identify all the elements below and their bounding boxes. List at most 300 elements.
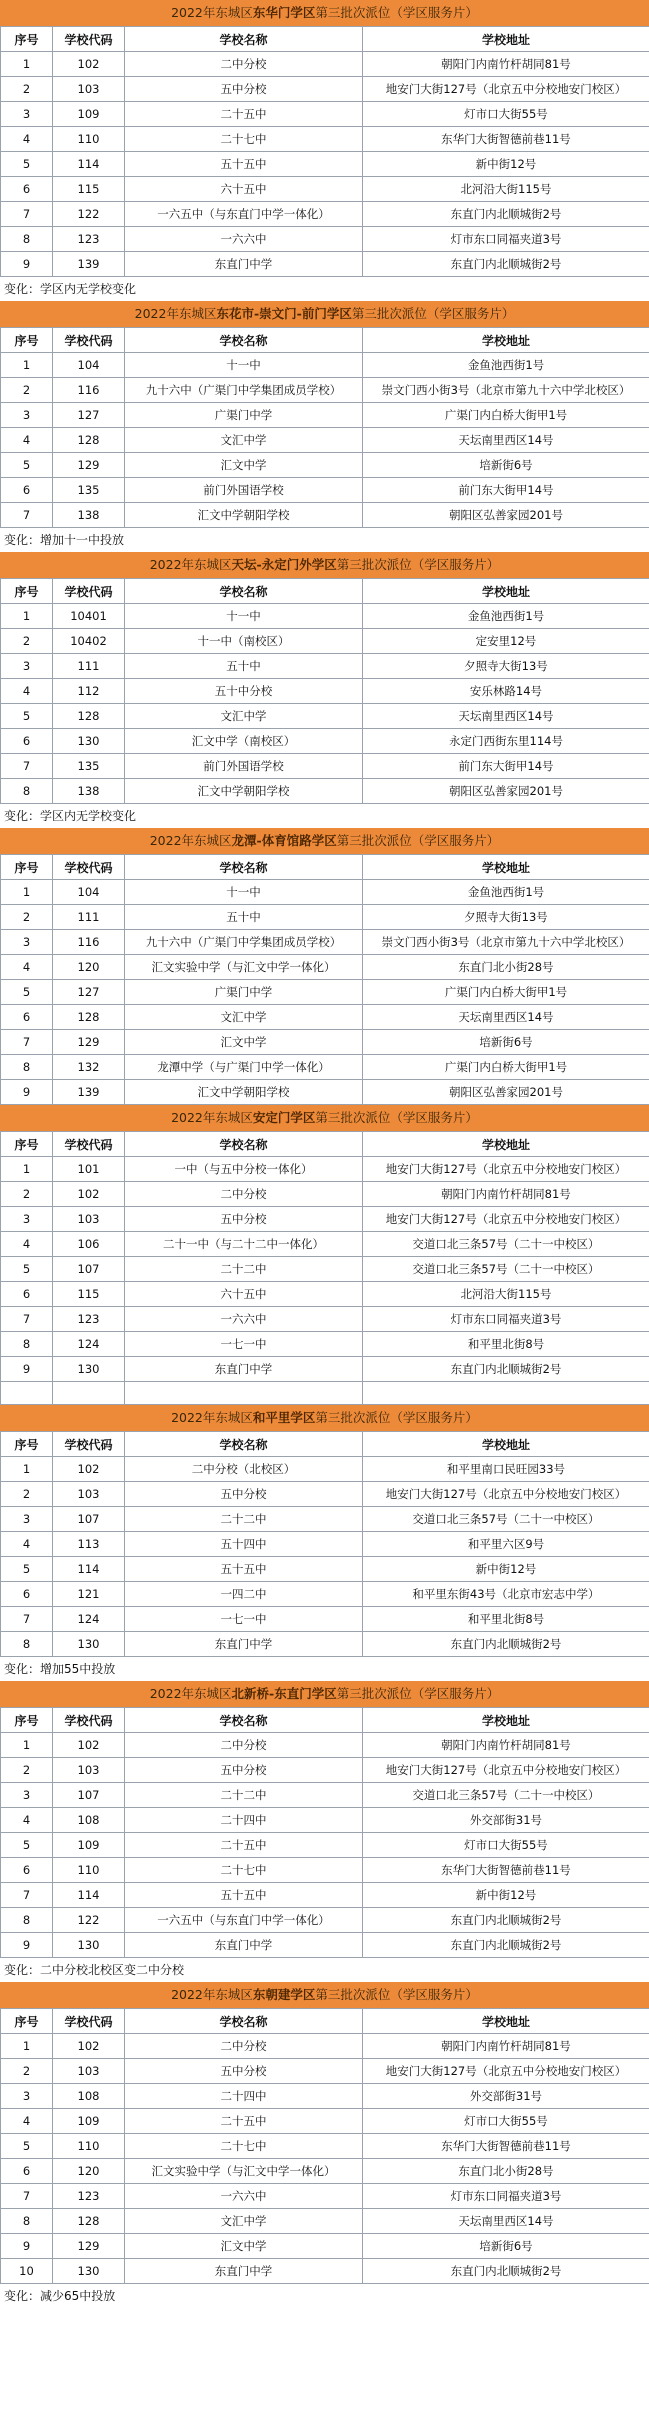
blank-row	[1, 1382, 649, 1405]
school-name: 二十七中	[125, 1858, 363, 1883]
table-row	[1, 2134, 649, 2159]
school-name: 前门外国语学校	[125, 478, 363, 503]
row-number: 9	[1, 2234, 53, 2259]
school-code: 113	[53, 1532, 125, 1557]
school-address: 永定门西街东里114号	[363, 729, 649, 754]
table-header-row	[1, 328, 649, 353]
table-row	[1, 428, 649, 453]
school-code: 120	[53, 955, 125, 980]
table-row	[1, 980, 649, 1005]
school-name: 五中分校	[125, 77, 363, 102]
school-address: 地安门大街127号（北京五中分校地安门校区）	[363, 1758, 649, 1783]
school-address: 地安门大街127号（北京五中分校地安门校区）	[363, 1482, 649, 1507]
row-number: 5	[1, 453, 53, 478]
table-row	[1, 52, 649, 77]
school-code: 115	[53, 177, 125, 202]
column-header: 学校代码	[53, 2009, 125, 2034]
school-address: 天坛南里西区14号	[363, 704, 649, 729]
school-name: 东直门中学	[125, 2259, 363, 2284]
section-title	[0, 1405, 649, 1431]
row-number: 9	[1, 252, 53, 277]
school-name: 汇文实验中学（与汇文中学一体化）	[125, 2159, 363, 2184]
school-address: 朝阳区弘善家园201号	[363, 779, 649, 804]
column-header: 学校代码	[53, 1132, 125, 1157]
school-address: 朝阳区弘善家园201号	[363, 503, 649, 528]
table-row	[1, 1632, 649, 1657]
section-district-name: 东花市-崇文门-前门学区	[216, 306, 352, 321]
school-table	[0, 2008, 649, 2284]
table-header-row	[1, 27, 649, 52]
row-number: 2	[1, 905, 53, 930]
school-name: 汇文中学	[125, 1030, 363, 1055]
school-code: 107	[53, 1507, 125, 1532]
school-code: 114	[53, 1883, 125, 1908]
school-address: 金鱼池西街1号	[363, 880, 649, 905]
section-district-name: 天坛-永定门外学区	[231, 557, 337, 572]
school-address: 朝阳门内南竹杆胡同81号	[363, 52, 649, 77]
column-header: 学校名称	[125, 1432, 363, 1457]
column-header: 学校地址	[363, 328, 649, 353]
school-code: 139	[53, 1080, 125, 1105]
school-code: 103	[53, 1482, 125, 1507]
school-address: 东直门内北顺城街2号	[363, 202, 649, 227]
school-code: 128	[53, 428, 125, 453]
school-code: 110	[53, 1858, 125, 1883]
section-title-prefix: 2022年东城区	[171, 1110, 253, 1125]
table-row	[1, 2109, 649, 2134]
school-address: 朝阳区弘善家园201号	[363, 1080, 649, 1105]
school-address: 北河沿大街115号	[363, 1282, 649, 1307]
school-name: 六十五中	[125, 1282, 363, 1307]
row-number: 2	[1, 378, 53, 403]
table-row	[1, 1582, 649, 1607]
school-code: 112	[53, 679, 125, 704]
row-number: 7	[1, 503, 53, 528]
school-address: 灯市口大街55号	[363, 1833, 649, 1858]
row-number: 3	[1, 102, 53, 127]
school-name: 二十七中	[125, 127, 363, 152]
row-number: 3	[1, 1507, 53, 1532]
school-code: 103	[53, 77, 125, 102]
school-address: 天坛南里西区14号	[363, 1005, 649, 1030]
section-district-name: 东朝建学区	[252, 1987, 316, 2002]
row-number: 7	[1, 1883, 53, 1908]
school-address: 灯市东口同福夹道3号	[363, 2184, 649, 2209]
school-code: 103	[53, 1758, 125, 1783]
row-number: 2	[1, 1482, 53, 1507]
column-header: 学校地址	[363, 1708, 649, 1733]
school-table	[0, 854, 649, 1105]
school-name: 一六六中	[125, 2184, 363, 2209]
table-row	[1, 353, 649, 378]
section-title-prefix: 2022年东城区	[149, 557, 232, 572]
column-header: 学校名称	[125, 328, 363, 353]
school-address: 和平里东街43号（北京市宏志中学）	[363, 1582, 649, 1607]
school-code: 139	[53, 252, 125, 277]
row-number: 1	[1, 604, 53, 629]
table-row	[1, 1532, 649, 1557]
school-name: 二中分校	[125, 1733, 363, 1758]
school-address: 交道口北三条57号（二十一中校区）	[363, 1257, 649, 1282]
row-number: 9	[1, 1357, 53, 1382]
school-name: 汇文中学	[125, 453, 363, 478]
school-name: 十一中（南校区）	[125, 629, 363, 654]
row-number: 4	[1, 679, 53, 704]
section-title-prefix: 2022年东城区	[149, 833, 232, 848]
school-address: 广渠门内白桥大街甲1号	[363, 403, 649, 428]
table-row	[1, 1282, 649, 1307]
change-note: 变化：二中分校北校区变二中分校	[4, 1963, 185, 1977]
school-code: 104	[53, 353, 125, 378]
table-header-row	[1, 1132, 649, 1157]
table-row	[1, 2184, 649, 2209]
column-header: 学校地址	[363, 1432, 649, 1457]
school-address: 新中街12号	[363, 1883, 649, 1908]
change-note: 变化：增加十一中投放	[4, 533, 125, 547]
school-address: 朝阳门内南竹杆胡同81号	[363, 1733, 649, 1758]
row-number: 5	[1, 704, 53, 729]
school-code: 130	[53, 1632, 125, 1657]
school-code: 130	[53, 729, 125, 754]
section-district-name: 龙潭-体育馆路学区	[231, 833, 337, 848]
table-row	[1, 1055, 649, 1080]
row-number: 8	[1, 1908, 53, 1933]
table-row	[1, 227, 649, 252]
school-code: 138	[53, 503, 125, 528]
school-code: 121	[53, 1582, 125, 1607]
table-row	[1, 1307, 649, 1332]
school-address: 夕照寺大街13号	[363, 654, 649, 679]
school-address: 东直门北小街28号	[363, 955, 649, 980]
table-row	[1, 403, 649, 428]
table-row	[1, 2059, 649, 2084]
school-code: 114	[53, 152, 125, 177]
section-title-suffix: 第三批次派位（学区服务片）	[336, 557, 500, 572]
school-name: 汇文中学（南校区）	[125, 729, 363, 754]
school-code: 129	[53, 2234, 125, 2259]
row-number: 8	[1, 1055, 53, 1080]
change-note: 变化：学区内无学校变化	[4, 282, 137, 296]
column-header: 学校名称	[125, 579, 363, 604]
section-title-prefix: 2022年东城区	[171, 1410, 253, 1425]
school-address: 和平里南口民旺园33号	[363, 1457, 649, 1482]
school-address: 前门东大街甲14号	[363, 478, 649, 503]
table-row	[1, 604, 649, 629]
school-code: 101	[53, 1157, 125, 1182]
school-address: 东直门内北顺城街2号	[363, 252, 649, 277]
school-code: 104	[53, 880, 125, 905]
row-number: 6	[1, 1282, 53, 1307]
table-row	[1, 1858, 649, 1883]
section-title-suffix: 第三批次派位（学区服务片）	[336, 833, 500, 848]
school-name: 汇文实验中学（与汇文中学一体化）	[125, 955, 363, 980]
table-row	[1, 1332, 649, 1357]
section-title	[0, 1681, 649, 1707]
school-name: 十一中	[125, 880, 363, 905]
school-name: 二十二中	[125, 1783, 363, 1808]
school-code: 103	[53, 2059, 125, 2084]
school-name: 二十四中	[125, 2084, 363, 2109]
section-title-suffix: 第三批次派位（学区服务片）	[315, 5, 478, 20]
school-code: 122	[53, 1908, 125, 1933]
school-name: 东直门中学	[125, 1357, 363, 1382]
school-table	[0, 26, 649, 277]
school-address: 灯市口大街55号	[363, 2109, 649, 2134]
column-header: 学校代码	[53, 328, 125, 353]
school-address: 前门东大街甲14号	[363, 754, 649, 779]
row-number: 1	[1, 1157, 53, 1182]
row-number: 2	[1, 1182, 53, 1207]
school-name: 广渠门中学	[125, 403, 363, 428]
school-name: 前门外国语学校	[125, 754, 363, 779]
table-row	[1, 1883, 649, 1908]
school-address: 交道口北三条57号（二十一中校区）	[363, 1507, 649, 1532]
school-address: 东华门大街智德前巷11号	[363, 2134, 649, 2159]
row-number: 6	[1, 1582, 53, 1607]
section-title-suffix: 第三批次派位（学区服务片）	[351, 306, 515, 321]
school-name: 二十一中（与二十二中一体化）	[125, 1232, 363, 1257]
school-name: 五十中	[125, 654, 363, 679]
row-number: 2	[1, 2059, 53, 2084]
table-row	[1, 1733, 649, 1758]
school-address: 新中街12号	[363, 1557, 649, 1582]
school-name: 汇文中学朝阳学校	[125, 503, 363, 528]
school-code: 109	[53, 1833, 125, 1858]
table-row	[1, 127, 649, 152]
row-number: 8	[1, 779, 53, 804]
row-number: 1	[1, 1733, 53, 1758]
school-name: 文汇中学	[125, 428, 363, 453]
school-code: 102	[53, 1457, 125, 1482]
table-header-row	[1, 1708, 649, 1733]
school-name: 五十五中	[125, 152, 363, 177]
column-header: 序号	[1, 579, 53, 604]
column-header: 序号	[1, 1132, 53, 1157]
row-number: 4	[1, 1532, 53, 1557]
row-number: 4	[1, 1808, 53, 1833]
school-address: 金鱼池西街1号	[363, 604, 649, 629]
school-name: 九十六中（广渠门中学集团成员学校）	[125, 930, 363, 955]
school-code: 138	[53, 779, 125, 804]
school-code: 120	[53, 2159, 125, 2184]
row-number: 8	[1, 1632, 53, 1657]
table-row	[1, 1457, 649, 1482]
school-address: 朝阳门内南竹杆胡同81号	[363, 2034, 649, 2059]
column-header: 学校代码	[53, 579, 125, 604]
school-table	[0, 327, 649, 528]
column-header: 学校代码	[53, 1708, 125, 1733]
row-number: 5	[1, 1257, 53, 1282]
school-address: 灯市东口同福夹道3号	[363, 227, 649, 252]
change-note: 变化：减少65中投放	[4, 2289, 116, 2303]
column-header: 学校地址	[363, 855, 649, 880]
row-number: 6	[1, 1005, 53, 1030]
school-name: 一中（与五中分校一体化）	[125, 1157, 363, 1182]
school-address: 东直门北小街28号	[363, 2159, 649, 2184]
school-name: 一七一中	[125, 1332, 363, 1357]
table-row	[1, 1482, 649, 1507]
school-table	[0, 1131, 649, 1405]
school-address: 天坛南里西区14号	[363, 2209, 649, 2234]
row-number: 9	[1, 1080, 53, 1105]
table-row	[1, 77, 649, 102]
school-name: 文汇中学	[125, 704, 363, 729]
section-district-name: 安定门学区	[252, 1110, 316, 1125]
row-number: 3	[1, 930, 53, 955]
school-address: 东直门内北顺城街2号	[363, 1933, 649, 1958]
school-code: 102	[53, 52, 125, 77]
table-row	[1, 252, 649, 277]
school-address: 交道口北三条57号（二十一中校区）	[363, 1232, 649, 1257]
school-code: 128	[53, 2209, 125, 2234]
column-header: 序号	[1, 2009, 53, 2034]
school-address: 朝阳门内南竹杆胡同81号	[363, 1182, 649, 1207]
school-code: 124	[53, 1332, 125, 1357]
school-code: 103	[53, 1207, 125, 1232]
school-name: 五十五中	[125, 1883, 363, 1908]
school-name: 五中分校	[125, 2059, 363, 2084]
school-address: 外交部街31号	[363, 1808, 649, 1833]
school-address: 地安门大街127号（北京五中分校地安门校区）	[363, 2059, 649, 2084]
school-name: 二十四中	[125, 1808, 363, 1833]
school-name: 一七一中	[125, 1607, 363, 1632]
section-title-suffix: 第三批次派位（学区服务片）	[315, 1410, 478, 1425]
row-number: 3	[1, 1207, 53, 1232]
table-header-row	[1, 855, 649, 880]
table-header-row	[1, 1432, 649, 1457]
school-code: 130	[53, 1933, 125, 1958]
school-address: 北河沿大街115号	[363, 177, 649, 202]
school-code: 111	[53, 654, 125, 679]
school-name: 五中分校	[125, 1758, 363, 1783]
table-row	[1, 1030, 649, 1055]
school-name: 二十二中	[125, 1507, 363, 1532]
school-code: 10402	[53, 629, 125, 654]
column-header: 学校地址	[363, 1132, 649, 1157]
change-note: 变化：学区内无学校变化	[4, 809, 137, 823]
school-address: 外交部街31号	[363, 2084, 649, 2109]
row-number: 6	[1, 729, 53, 754]
table-row	[1, 729, 649, 754]
school-code: 124	[53, 1607, 125, 1632]
school-code: 122	[53, 202, 125, 227]
row-number: 9	[1, 1933, 53, 1958]
row-number: 5	[1, 152, 53, 177]
school-name: 文汇中学	[125, 2209, 363, 2234]
table-row	[1, 1257, 649, 1282]
column-header: 学校代码	[53, 855, 125, 880]
school-code: 102	[53, 2034, 125, 2059]
school-address: 东直门内北顺城街2号	[363, 1908, 649, 1933]
table-row	[1, 754, 649, 779]
table-row	[1, 1157, 649, 1182]
table-row	[1, 1908, 649, 1933]
row-number: 7	[1, 1607, 53, 1632]
table-row	[1, 1808, 649, 1833]
table-row	[1, 2259, 649, 2284]
table-row	[1, 654, 649, 679]
column-header: 学校代码	[53, 27, 125, 52]
change-note: 变化：增加55中投放	[4, 1662, 116, 1676]
school-name: 二十五中	[125, 102, 363, 127]
school-code: 116	[53, 378, 125, 403]
row-number: 1	[1, 880, 53, 905]
school-name: 东直门中学	[125, 1632, 363, 1657]
section-district-name: 北新桥-东直门学区	[231, 1686, 337, 1701]
school-code: 106	[53, 1232, 125, 1257]
school-address: 培新街6号	[363, 1030, 649, 1055]
school-address: 安乐林路14号	[363, 679, 649, 704]
table-row	[1, 1783, 649, 1808]
school-name: 一六六中	[125, 227, 363, 252]
table-row	[1, 102, 649, 127]
row-number: 3	[1, 654, 53, 679]
table-row	[1, 1557, 649, 1582]
school-name: 二十七中	[125, 2134, 363, 2159]
school-code: 102	[53, 1733, 125, 1758]
table-row	[1, 704, 649, 729]
school-name: 东直门中学	[125, 1933, 363, 1958]
school-address: 和平里北街8号	[363, 1607, 649, 1632]
school-table	[0, 1431, 649, 1657]
school-address: 东直门内北顺城街2号	[363, 2259, 649, 2284]
school-address: 广渠门内白桥大街甲1号	[363, 1055, 649, 1080]
row-number: 7	[1, 1030, 53, 1055]
section-title	[0, 301, 649, 327]
school-address: 东华门大街智德前巷11号	[363, 127, 649, 152]
column-header: 学校名称	[125, 1132, 363, 1157]
school-name: 六十五中	[125, 177, 363, 202]
row-number: 5	[1, 1833, 53, 1858]
school-name: 一六五中（与东直门中学一体化）	[125, 202, 363, 227]
school-code: 114	[53, 1557, 125, 1582]
school-address: 崇文门西小街3号（北京市第九十六中学北校区）	[363, 930, 649, 955]
school-table	[0, 1707, 649, 1958]
table-row	[1, 1005, 649, 1030]
row-number: 7	[1, 754, 53, 779]
school-code: 110	[53, 127, 125, 152]
section-district-name: 东华门学区	[252, 5, 316, 20]
column-header: 学校名称	[125, 2009, 363, 2034]
table-row	[1, 1207, 649, 1232]
column-header: 学校名称	[125, 1708, 363, 1733]
row-number: 4	[1, 1232, 53, 1257]
row-number: 2	[1, 629, 53, 654]
row-number: 4	[1, 2109, 53, 2134]
column-header: 学校代码	[53, 1432, 125, 1457]
school-address: 培新街6号	[363, 453, 649, 478]
row-number: 7	[1, 1307, 53, 1332]
school-code: 116	[53, 930, 125, 955]
school-code: 135	[53, 478, 125, 503]
table-row	[1, 177, 649, 202]
section-title	[0, 0, 649, 26]
school-address: 地安门大街127号（北京五中分校地安门校区）	[363, 1207, 649, 1232]
school-code: 109	[53, 2109, 125, 2134]
school-code: 109	[53, 102, 125, 127]
school-name: 二十二中	[125, 1257, 363, 1282]
school-address: 灯市口大街55号	[363, 102, 649, 127]
row-number: 6	[1, 2159, 53, 2184]
table-row	[1, 955, 649, 980]
school-code: 107	[53, 1783, 125, 1808]
school-code: 123	[53, 227, 125, 252]
table-row	[1, 202, 649, 227]
school-name: 五十中分校	[125, 679, 363, 704]
section-title-prefix: 2022年东城区	[134, 306, 217, 321]
school-name: 二中分校	[125, 1182, 363, 1207]
row-number: 5	[1, 1557, 53, 1582]
